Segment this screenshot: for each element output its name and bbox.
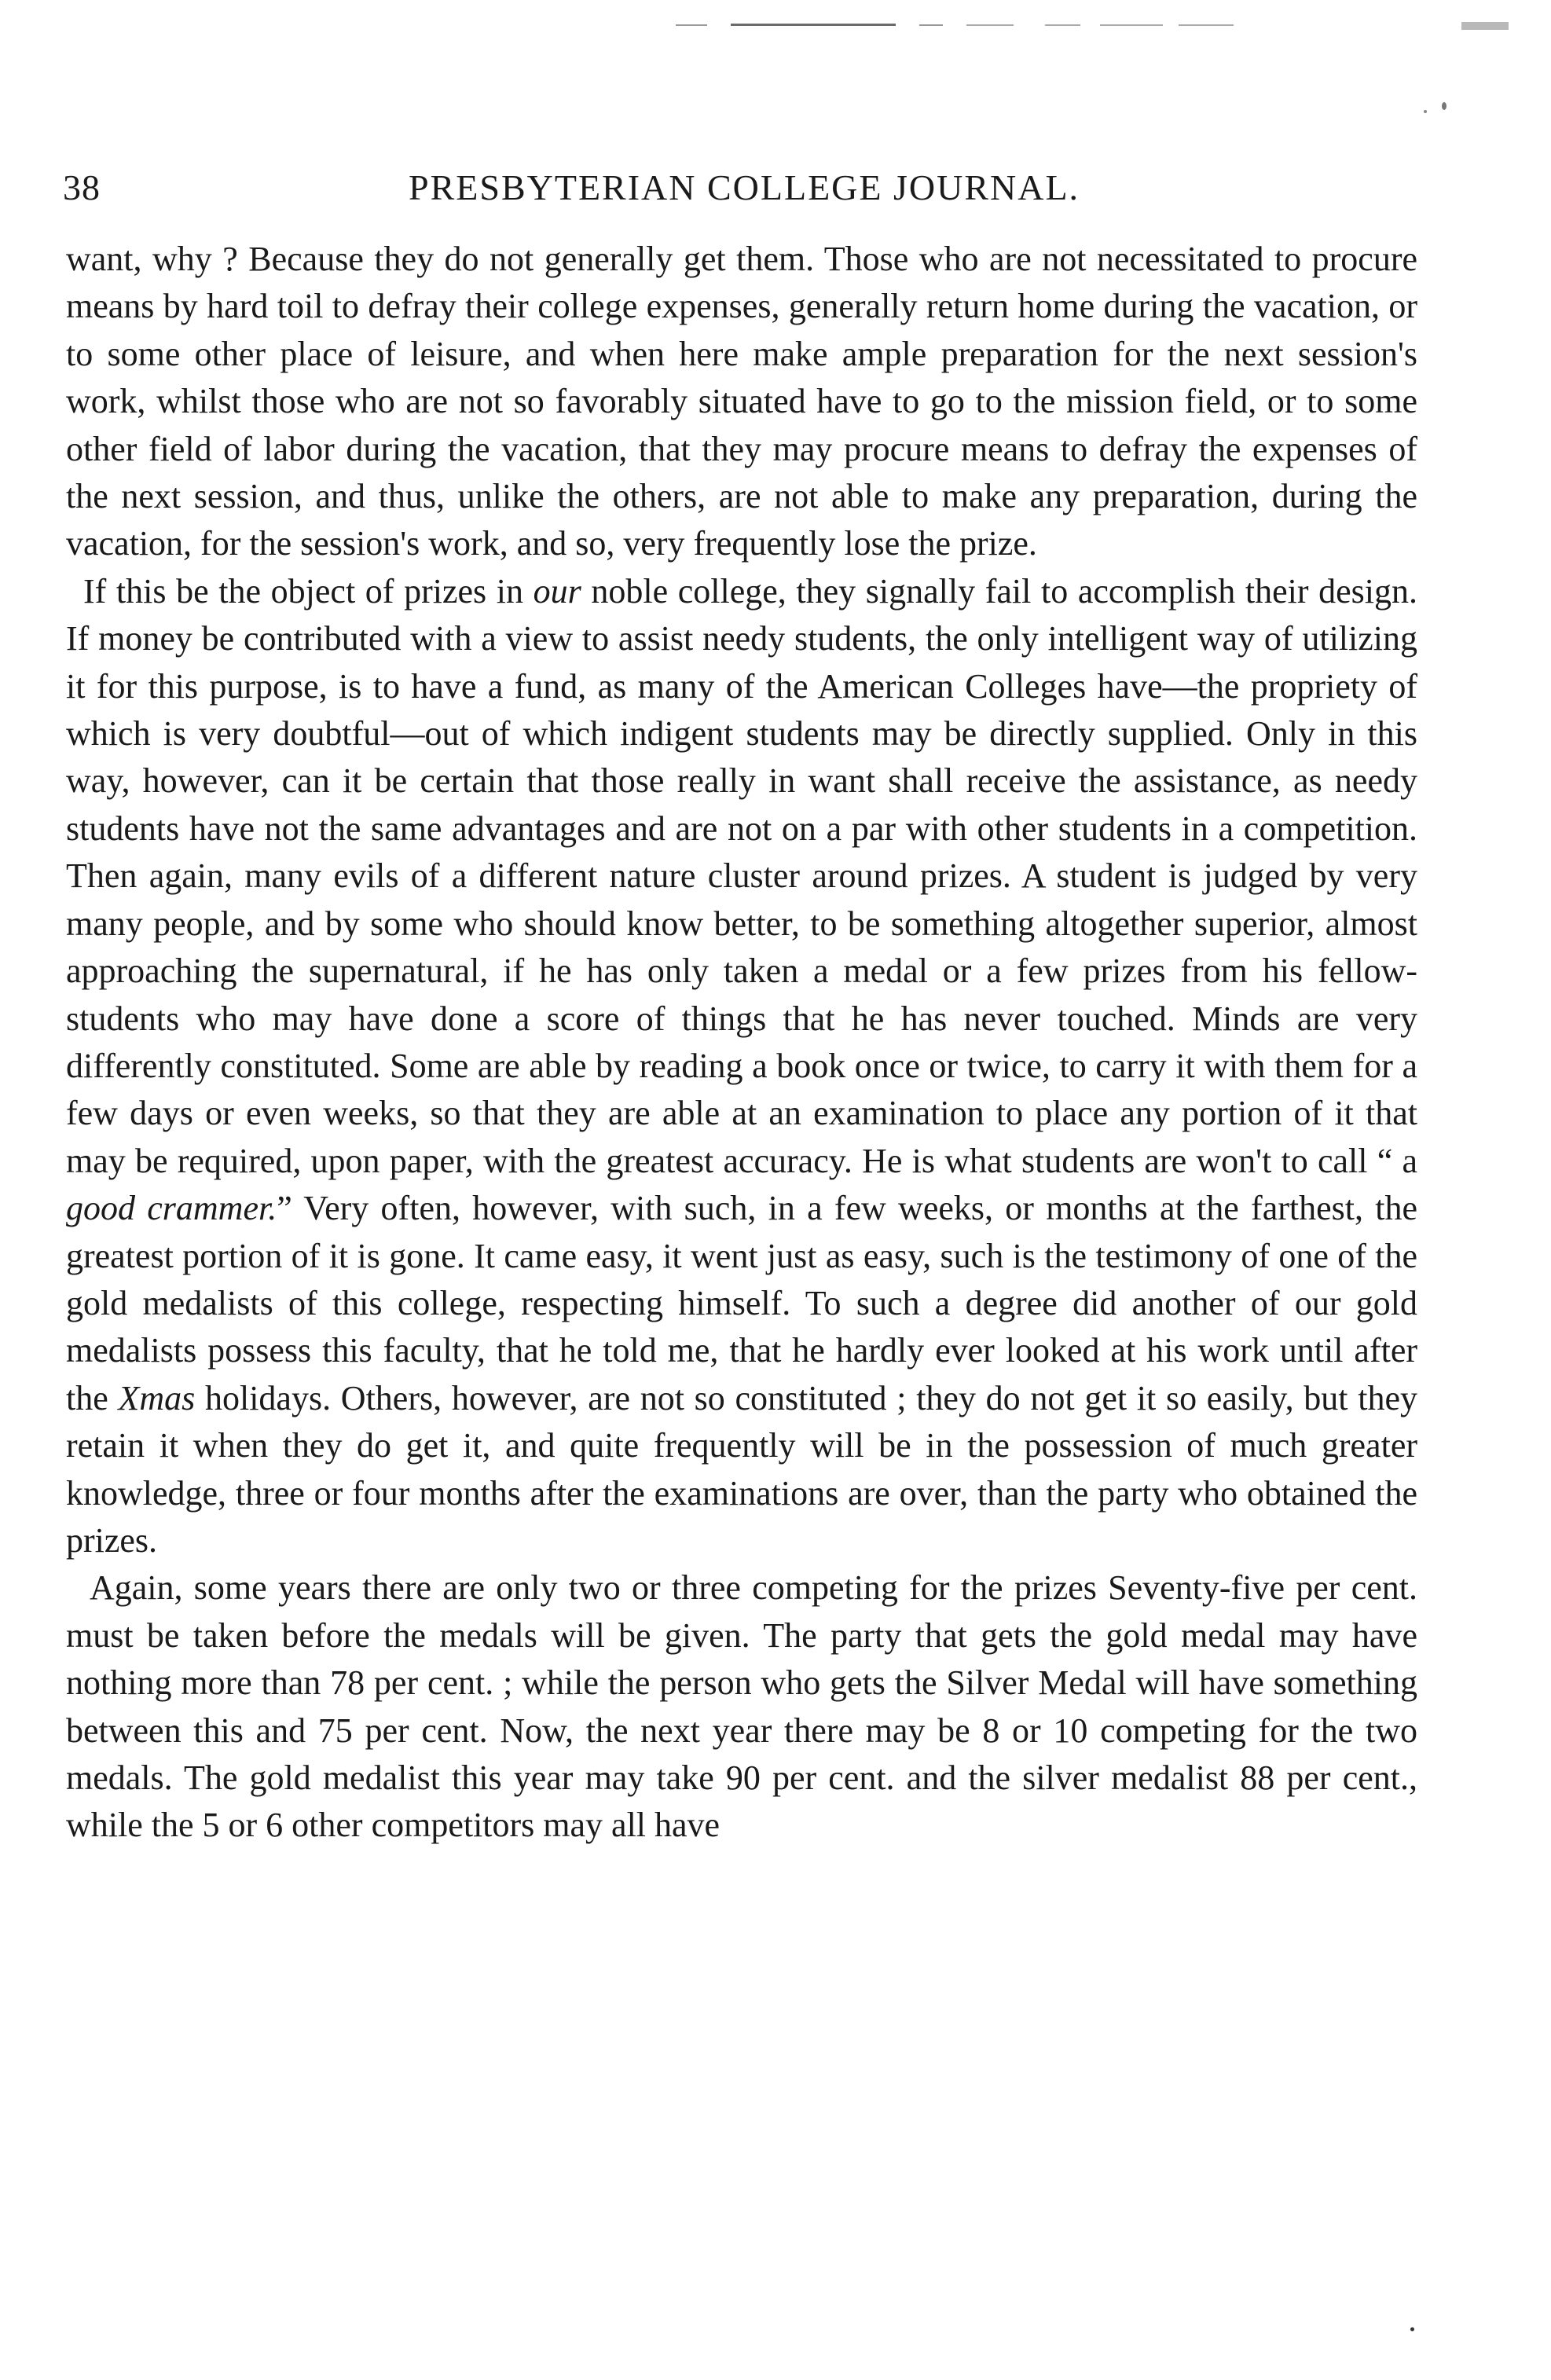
scan-artifact-line (1179, 24, 1234, 26)
text-run: want, why ? Because they do not generally get them. Those who are not necessitated to procure means by hard toil to defray their college expenses, generally return home during the vacation, or to some other place of leisure, and when here make ample preparation for the next session's work, whilst those who are not so favorably situated have to go to the mission field, or to some other field of labor during the vacation, that they may procure means to defray the expenses of the next session, and thus, unlike the others, are not able to make any preparation, during the vacation, for the session's work, and so, very frequently lose the prize. (66, 240, 1417, 563)
text-run: holidays. Others, however, are not so constituted ; they do not get it so easily, but they retain it when they do get it, and quite frequently will be in the possession of much greater knowledge, three or four months after the examinations are over, than the party who obtained the prizes. (66, 1378, 1417, 1560)
scan-artifact-line (731, 24, 896, 26)
scan-artifact-dot (1442, 102, 1446, 110)
italic-text: our (533, 571, 581, 611)
paragraph (66, 236, 1417, 568)
scan-artifact-dot (1424, 110, 1427, 113)
italic-text: Xmas (118, 1378, 196, 1417)
article-body (66, 236, 1417, 1850)
scan-artifact-line (1045, 24, 1080, 26)
scan-artifact-line (1461, 22, 1509, 30)
scan-artifact-line (966, 24, 1014, 26)
paragraph (66, 1564, 1417, 1849)
scan-artifact-line (919, 24, 943, 26)
text-run: ” Very often, however, with such, in a few weeks, or months at the farthest, the greatest portion of it is gone. It came easy, it went just as easy, such is the testimony of one of the gold medalists of this college, respecting himself. To such a degree did another of our gold medalists possess this faculty, that he told me, that he hardly ever looked at his work until after the (66, 1189, 1417, 1417)
text-run: If this be the object of prizes in (83, 571, 534, 611)
scan-artifact-line (1100, 24, 1163, 26)
running-head: PRESBYTERIAN COLLEGE JOURNAL. (409, 167, 1080, 207)
paragraph (66, 568, 1417, 1565)
scan-artifact-dot (1410, 2327, 1414, 2331)
italic-text: good crammer. (66, 1189, 277, 1228)
page-number: 38 (63, 167, 101, 207)
text-run: Again, some years there are only two or three competing for the prizes Seventy-five per cent. must be taken before the medals will be given. The party that gets the gold medal may have nothing more than 78 per cent. ; while the person who gets the Silver Medal will have something between this and 75 per cent. Now, the next year there may be 8 or 10 competing for the two medals. The gold medalist this year may take 90 per cent. and the silver medalist 88 per cent., while the 5 or 6 other competitors may all have (66, 1568, 1417, 1845)
text-run: noble college, they signally fail to accomplish their design. If money be contributed with a view to assist needy students, the only intelligent way of utilizing it for this purpose, is to have a fund, as many of the American Colleges have—the propriety of which is very doubtful—out of which indigent students may be directly supplied. Only in this way, however, can it be certain that those really in want shall receive the assistance, as needy students have not the same advantages and are not on a par with other students in a competition. Then again, many evils of a different nature cluster around prizes. A student is judged by very many people, and by some who should know better, to be something altogether superior, almost approaching the supernatural, if he has only taken a medal or a few prizes from his fellow-students who may have done a score of things that he has never touched. Minds are very differently constituted. Some are able by reading a book once or twice, to carry it with them for a few days or even weeks, so that they are able at an examination to place any portion of it that may be required, upon paper, with the greatest accuracy. He is what students are won't to call “ a (66, 571, 1418, 1180)
scan-artifact-line (676, 24, 707, 26)
page-header (63, 167, 1493, 214)
